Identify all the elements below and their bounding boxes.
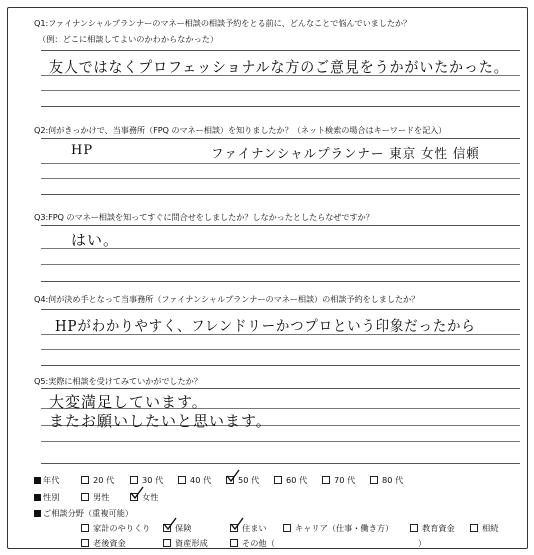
checkbox[interactable] <box>130 476 138 484</box>
checkbox[interactable] <box>410 524 418 532</box>
answer-3-handwriting: はい。 <box>71 231 120 249</box>
survey-sheet <box>7 7 528 549</box>
answer-box-5 <box>41 388 520 464</box>
answer-2-handwriting-keywords: ファイナンシャルプランナー 東京 女性 信頼 <box>211 147 480 162</box>
question-1: Q1:ファイナンシャルプランナーのマネー相談の相談予約をとる前に、どんなことで悩んでいましたか？ <box>34 18 412 28</box>
field-option-assets[interactable]: 資産形成 <box>163 538 208 549</box>
answer-2-handwriting-hp: HP <box>71 143 94 158</box>
ruled-line <box>41 178 520 179</box>
gender-option-female[interactable]: 女性 <box>130 492 158 503</box>
ruled-line <box>41 90 520 91</box>
checkbox[interactable] <box>322 476 330 484</box>
question-2: Q2:何がきっかけで、当事務所（FPQ のマネー相談）を知りましたか？（ネット検索の場合はキーワードを記入） <box>34 125 447 135</box>
checkbox[interactable] <box>81 539 89 547</box>
square-bullet-icon <box>34 494 41 501</box>
checkbox[interactable] <box>178 476 186 484</box>
checkbox[interactable] <box>81 524 89 532</box>
fields-label: ご相談分野（重複可能） <box>34 508 133 519</box>
answer-box-2 <box>41 138 520 195</box>
checkbox[interactable] <box>81 493 89 501</box>
question-5: Q5:実際に相談を受けてみていかがでしたか？ <box>34 376 202 386</box>
answer-box-3 <box>41 225 520 282</box>
checkbox-checked[interactable] <box>226 476 234 484</box>
check-mark-icon <box>230 517 244 531</box>
checkbox[interactable] <box>283 524 291 532</box>
field-other-closing-paren: ） <box>418 538 427 548</box>
checkbox[interactable] <box>81 476 89 484</box>
check-mark-icon <box>163 517 177 531</box>
field-option-career[interactable]: キャリア（仕事・働き方） <box>283 523 393 534</box>
gender-option-male[interactable]: 男性 <box>81 492 109 503</box>
ruled-line <box>41 264 520 265</box>
question-3: Q3:FPQ のマネー相談を知ってすぐに問合せをしましたか？しなかったとしたらなぜですか？ <box>34 212 374 222</box>
checkbox-checked[interactable] <box>130 493 138 501</box>
age-option-50[interactable]: 50 代 <box>226 475 259 486</box>
answer-box-4 <box>41 309 520 366</box>
answer-5-handwriting-line-1: 大変満足しています。 <box>49 393 208 411</box>
answer-1-handwriting: 友人ではなくプロフェッショナルな方のご意見をうかがいたかった。 <box>49 58 509 76</box>
checkbox[interactable] <box>163 539 171 547</box>
field-option-inheritance[interactable]: 相続 <box>470 523 498 534</box>
ruled-line <box>41 163 520 164</box>
ruled-line <box>41 441 520 442</box>
field-option-insurance[interactable]: 保険 <box>163 523 191 534</box>
field-option-housing[interactable]: 住まい <box>230 523 267 534</box>
check-mark-icon <box>226 469 240 483</box>
age-option-20[interactable]: 20 代 <box>81 475 114 486</box>
square-bullet-icon <box>34 477 41 484</box>
square-bullet-icon <box>34 510 41 517</box>
field-option-other[interactable]: その他（ <box>230 538 275 549</box>
check-mark-icon <box>130 486 144 500</box>
checkbox[interactable] <box>370 476 378 484</box>
field-option-retirement[interactable]: 老後資金 <box>81 538 126 549</box>
question-1-example: （例：どこに相談してよいのかわからなかった） <box>38 34 219 44</box>
age-option-60[interactable]: 60 代 <box>274 475 307 486</box>
checkbox-checked[interactable] <box>163 524 171 532</box>
field-option-household[interactable]: 家計のやりくり <box>81 523 150 534</box>
question-4: Q4:何が決め手となって当事務所（ファイナンシャルプランナーのマネー相談）の相談予約をしましたか？ <box>34 294 420 304</box>
age-option-80[interactable]: 80 代 <box>370 475 403 486</box>
checkbox[interactable] <box>230 539 238 547</box>
ruled-line <box>41 349 520 350</box>
age-option-30[interactable]: 30 代 <box>130 475 163 486</box>
answer-5-handwriting-line-2: またお願いしたいと思います。 <box>49 412 272 430</box>
checkbox[interactable] <box>274 476 282 484</box>
age-option-70[interactable]: 70 代 <box>322 475 355 486</box>
answer-4-handwriting: HPがわかりやすく、フレンドリーかつプロという印象だったから <box>55 319 476 335</box>
checkbox-checked[interactable] <box>230 524 238 532</box>
age-label: 年代 <box>34 475 59 486</box>
gender-label: 性別 <box>34 492 59 503</box>
field-option-education[interactable]: 教育資金 <box>410 523 455 534</box>
checkbox[interactable] <box>470 524 478 532</box>
answer-box-1 <box>41 50 520 107</box>
age-option-40[interactable]: 40 代 <box>178 475 211 486</box>
